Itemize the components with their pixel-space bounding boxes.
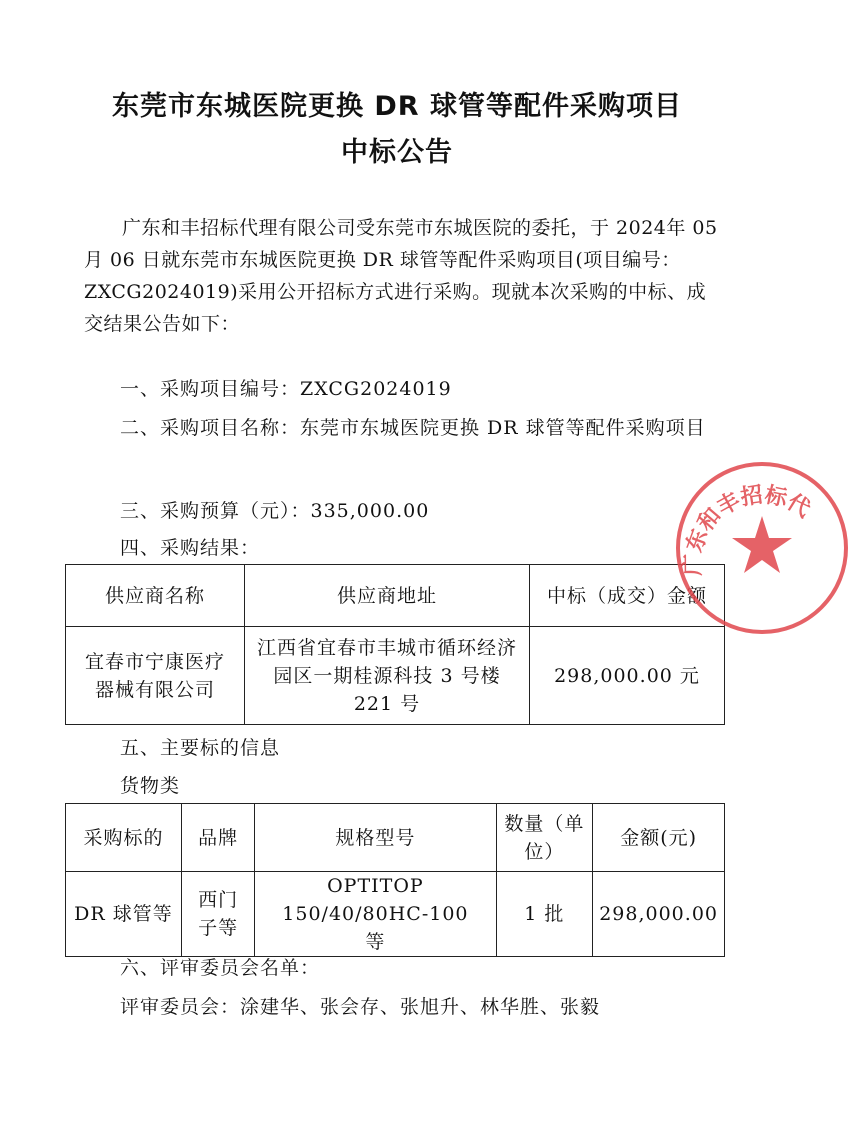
goods-quantity: 1 批 — [496, 872, 593, 957]
goods-header-amount: 金额(元) — [593, 804, 725, 872]
goods-header-brand: 品牌 — [181, 804, 254, 872]
section-budget: 三、采购预算（元）：335,000.00 — [120, 500, 430, 522]
section-goods-category: 货物类 — [120, 775, 181, 797]
goods-brand: 西门子等 — [181, 872, 254, 957]
section-project-number: 一、采购项目编号：ZXCG2024019 — [120, 378, 452, 400]
result-table-header-row — [66, 565, 725, 627]
result-table — [65, 564, 725, 725]
seal-star-icon — [732, 516, 792, 573]
intro-paragraph: 广东和丰招标代理有限公司受东莞市东城医院的委托，于 2024年 05 月 06 日就东莞市东城医院更换 DR 球管等配件采购项目(项目编号：ZXCG2024019)采用公开招标方式进行采购。现就本次采购的中标、成交结果公告如下： — [84, 217, 718, 335]
goods-model: OPTITOP 150/40/80HC-100 等 — [255, 872, 496, 957]
document-title-line1: 东莞市东城医院更换 DR 球管等配件采购项目 — [111, 91, 682, 122]
section-project-name: 二、采购项目名称：东莞市东城医院更换 DR 球管等配件采购项目 — [120, 417, 706, 439]
table-row — [66, 627, 725, 725]
goods-table-header-row — [66, 804, 725, 872]
committee-member-list: 评审委员会：涂建华、张会存、张旭升、林华胜、张毅 — [120, 996, 601, 1018]
goods-header-model: 规格型号 — [255, 804, 496, 872]
goods-amount: 298,000.00 — [593, 872, 725, 957]
company-seal-stamp — [672, 458, 852, 638]
result-header-amount: 中标（成交）金额 — [530, 565, 725, 627]
seal-text: 广东和丰招标代 — [680, 482, 815, 576]
table-row — [66, 872, 725, 957]
result-supplier-address: 江西省宜春市丰城市循环经济园区一期桂源科技 3 号楼 221 号 — [245, 627, 530, 725]
goods-table — [65, 803, 725, 957]
section-committee-heading: 六、评审委员会名单： — [120, 957, 321, 979]
result-supplier-name: 宜春市宁康医疗器械有限公司 — [66, 627, 245, 725]
section-main-items-heading: 五、主要标的信息 — [120, 737, 281, 759]
goods-header-item: 采购标的 — [66, 804, 182, 872]
result-amount: 298,000.00 元 — [530, 627, 725, 725]
section-result-heading: 四、采购结果： — [120, 537, 261, 559]
document-title-line2: 中标公告 — [341, 137, 453, 168]
goods-header-quantity: 数量（单位） — [496, 804, 593, 872]
goods-item: DR 球管等 — [66, 872, 182, 957]
result-header-supplier-address: 供应商地址 — [245, 565, 530, 627]
result-header-supplier-name: 供应商名称 — [66, 565, 245, 627]
